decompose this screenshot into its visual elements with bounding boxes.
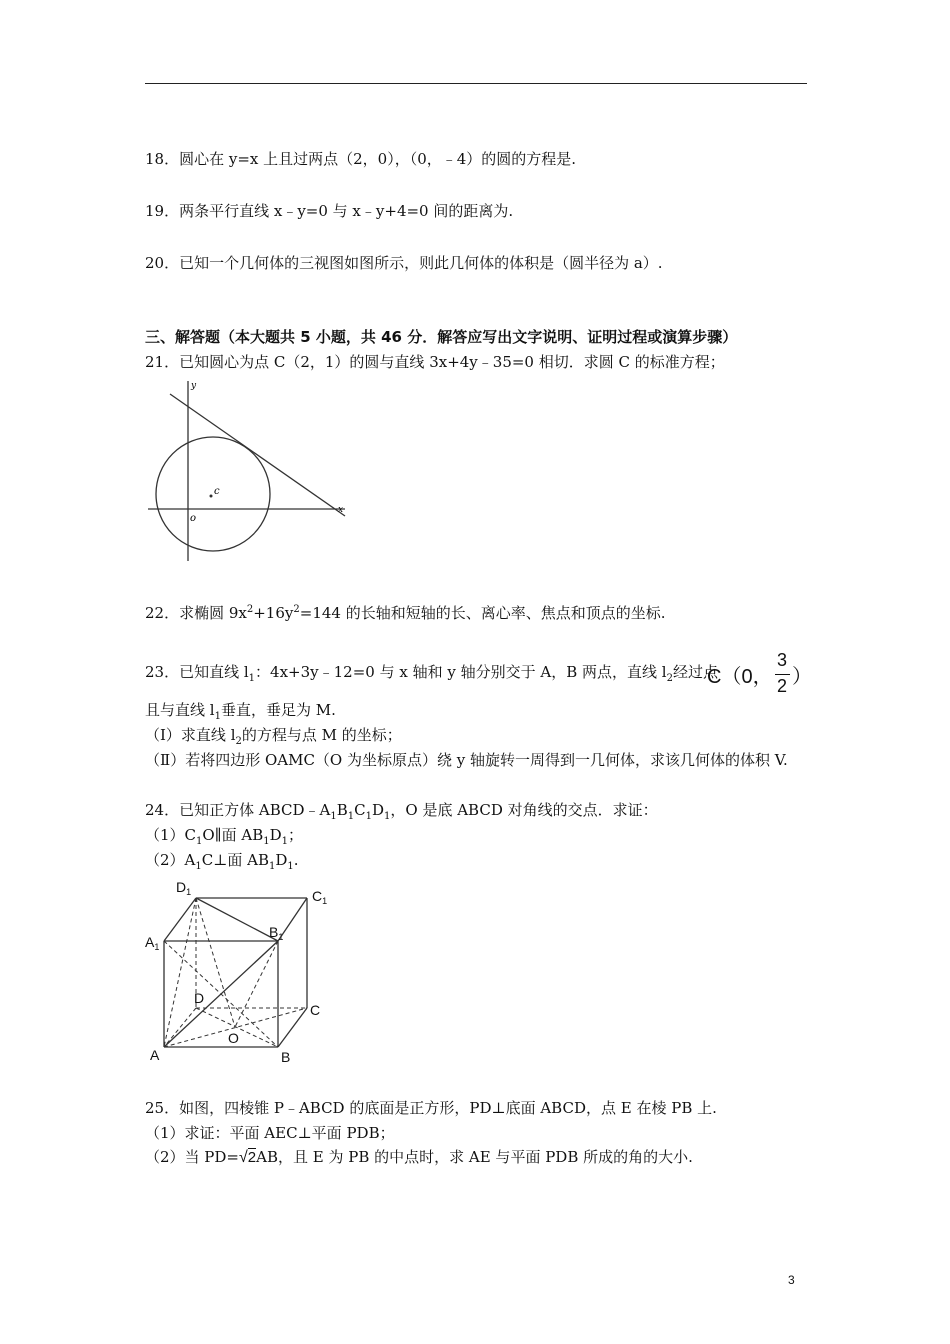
- question-25-part1: （1）求证：平面 AEC⊥平面 PDB；: [145, 1124, 395, 1142]
- point-c-close: ）: [792, 666, 812, 688]
- question-25: 25．如图，四棱锥 P﹣ABCD 的底面是正方形，PD⊥底面 ABCD，点 E 在棱 PB 上.: [145, 1099, 717, 1117]
- question-23: 23．已知直线 $l_1$：4x+3y﹣12=0 与 x 轴和 y 轴分别交于 A，B 两点，直线 $l_2$经过点: [145, 663, 718, 684]
- question-23-line2: 且与直线 $l_1$垂直，垂足为 M.: [145, 701, 336, 722]
- circle: [156, 437, 270, 551]
- label-a1: $A_1$: [145, 934, 160, 952]
- fraction-numerator: 3: [777, 650, 788, 670]
- question-22: 22．求椭圆 $9x^2+16y^2=144$ 的长轴和短轴的长、离心率、焦点和顶点的坐标.: [145, 604, 666, 622]
- question-20: 20．已知一个几何体的三视图如图所示，则此几何体的体积是（圆半径为 a）.: [145, 254, 663, 272]
- cube-figure: [140, 875, 345, 1065]
- question-24-part2: $(2)A_1C\perp$面 $AB_1D_1$.: [145, 851, 299, 872]
- label-d: D: [194, 990, 205, 1006]
- question-18: 18．圆心在 y=x 上且过两点（2，0），（0，﹣4）的圆的方程是.: [145, 150, 577, 168]
- section-heading: 三、解答题（本大题共 5 小题，共 46 分．解答应写出文字说明、证明过程或演算步骤）: [145, 328, 738, 346]
- sqrt-radicand: 2: [247, 1149, 257, 1166]
- label-o: O: [228, 1030, 239, 1046]
- x-label: x: [338, 505, 344, 515]
- circle-tangent-figure: [145, 376, 360, 571]
- question-23-part2: （Ⅱ）若将四边形 OAMC（O 为坐标原点）绕 y 轴旋转一周得到一几何体，求该几何体的体积 V.: [145, 751, 788, 769]
- label-c1: $C_1$: [312, 888, 328, 906]
- question-23-part1: （Ⅰ）求直线 $l_2$的方程与点 M 的坐标；: [145, 726, 402, 747]
- fraction-denominator: 2: [777, 676, 788, 696]
- question-25-part2: （2）当 PD=√2AB，且 E 为 PB 的中点时，求 AE 与平面 PDB 所成的角的大小.: [145, 1148, 693, 1166]
- label-b1: $B_1$: [269, 924, 284, 942]
- question-19: 19．两条平行直线 x﹣y=0 与 x﹣y+4=0 间的距离为.: [145, 202, 514, 220]
- origin-label: o: [190, 513, 197, 524]
- center-point: [210, 495, 213, 498]
- label-d1: $D_1$: [176, 879, 192, 897]
- page-number: 3: [788, 1273, 795, 1287]
- tangent-line: [170, 394, 345, 516]
- c-label: c: [214, 486, 220, 497]
- question-21: 21．已知圆心为点 C（2，1）的圆与直线 3x+4y﹣35=0 相切．求圆 C 的标准方程；: [145, 353, 725, 371]
- label-c: C: [310, 1002, 321, 1018]
- header-rule: [145, 83, 807, 84]
- fraction-bar: [775, 674, 790, 675]
- label-a: A: [150, 1047, 160, 1063]
- point-c: C（0，: [707, 666, 773, 688]
- question-24: 24．已知正方体 $ABCD﹣A_1B_1C_1D_1$，O 是底 ABCD 对角线的交点．求证：: [145, 801, 658, 822]
- y-label: y: [191, 381, 197, 391]
- question-24-part1: $(1)C_1O\parallel$面 $AB_1D_1$；: [145, 826, 304, 847]
- label-b: B: [281, 1049, 291, 1065]
